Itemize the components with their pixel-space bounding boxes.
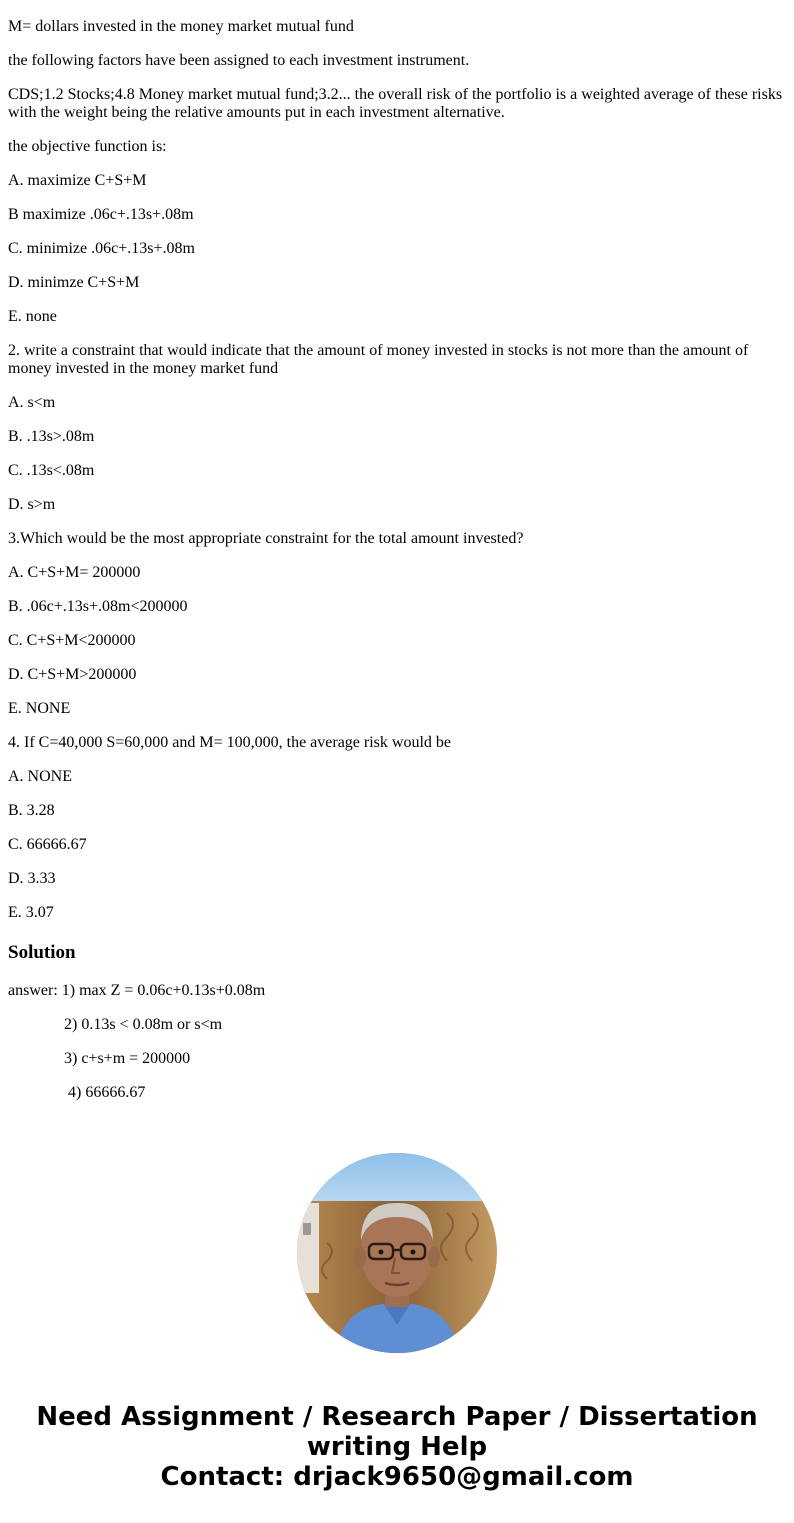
solution-heading: Solution [8,942,76,963]
question-line: CDS;1.2 Stocks;4.8 Money market mutual fund;3.2... the overall risk of the portfolio is a weighted average of these risks with the weight being the relative amounts put in each investment alternative. [8,86,783,121]
option-line: B. .13s>.08m [8,428,95,445]
option-line: B maximize .06c+.13s+.08m [8,206,194,223]
option-line: C. C+S+M<200000 [8,632,136,649]
question-line [8,0,786,2]
option-line: D. 3.33 [8,870,56,887]
author-avatar [297,1153,497,1353]
option-line: A. C+S+M= 200000 [8,564,141,581]
option-line: E. NONE [8,700,71,717]
answer-line: 3) c+s+m = 200000 [64,1050,191,1067]
option-line: C. .13s<.08m [8,462,95,479]
contact-footer [0,1402,794,1492]
option-line: A. s<m [8,394,56,411]
option-line: A. NONE [8,768,72,785]
option-line: C. 66666.67 [8,836,87,853]
option-line: A. maximize C+S+M [8,172,147,189]
option-line: B. 3.28 [8,802,55,819]
option-line: D. C+S+M>200000 [8,666,137,683]
avatar-portrait-icon [297,1153,497,1353]
option-line: E. none [8,308,57,325]
option-line: B. .06c+.13s+.08m<200000 [8,598,188,615]
option-line: D. minimze C+S+M [8,274,140,291]
question-line: the following factors have been assigned to each investment instrument. [8,52,470,69]
question-line: 2. write a constraint that would indicate that the amount of money invested in stocks is not more than the amount of money invested in the money market fund [8,342,749,377]
answer-line: 4) 66666.67 [68,1084,146,1101]
answer-line: answer: 1) max Z = 0.06c+0.13s+0.08m [8,982,266,999]
question-line: the objective function is: [8,138,167,155]
answer-line: 2) 0.13s < 0.08m or s<m [64,1016,223,1033]
question-line: 3.Which would be the most appropriate constraint for the total amount invested? [8,530,524,547]
option-line: E. 3.07 [8,904,54,921]
option-line: D. s>m [8,496,56,513]
question-line: M= dollars invested in the money market mutual fund [8,18,354,35]
option-line: C. minimize .06c+.13s+.08m [8,240,195,257]
footer-contact-email: Contact: drjack9650@gmail.com [160,1462,634,1492]
footer-help-text: Need Assignment / Research Paper / Dissertation writing Help [36,1402,758,1462]
question-content [8,0,786,1118]
question-line: 4. If C=40,000 S=60,000 and M= 100,000, the average risk would be [8,734,452,751]
